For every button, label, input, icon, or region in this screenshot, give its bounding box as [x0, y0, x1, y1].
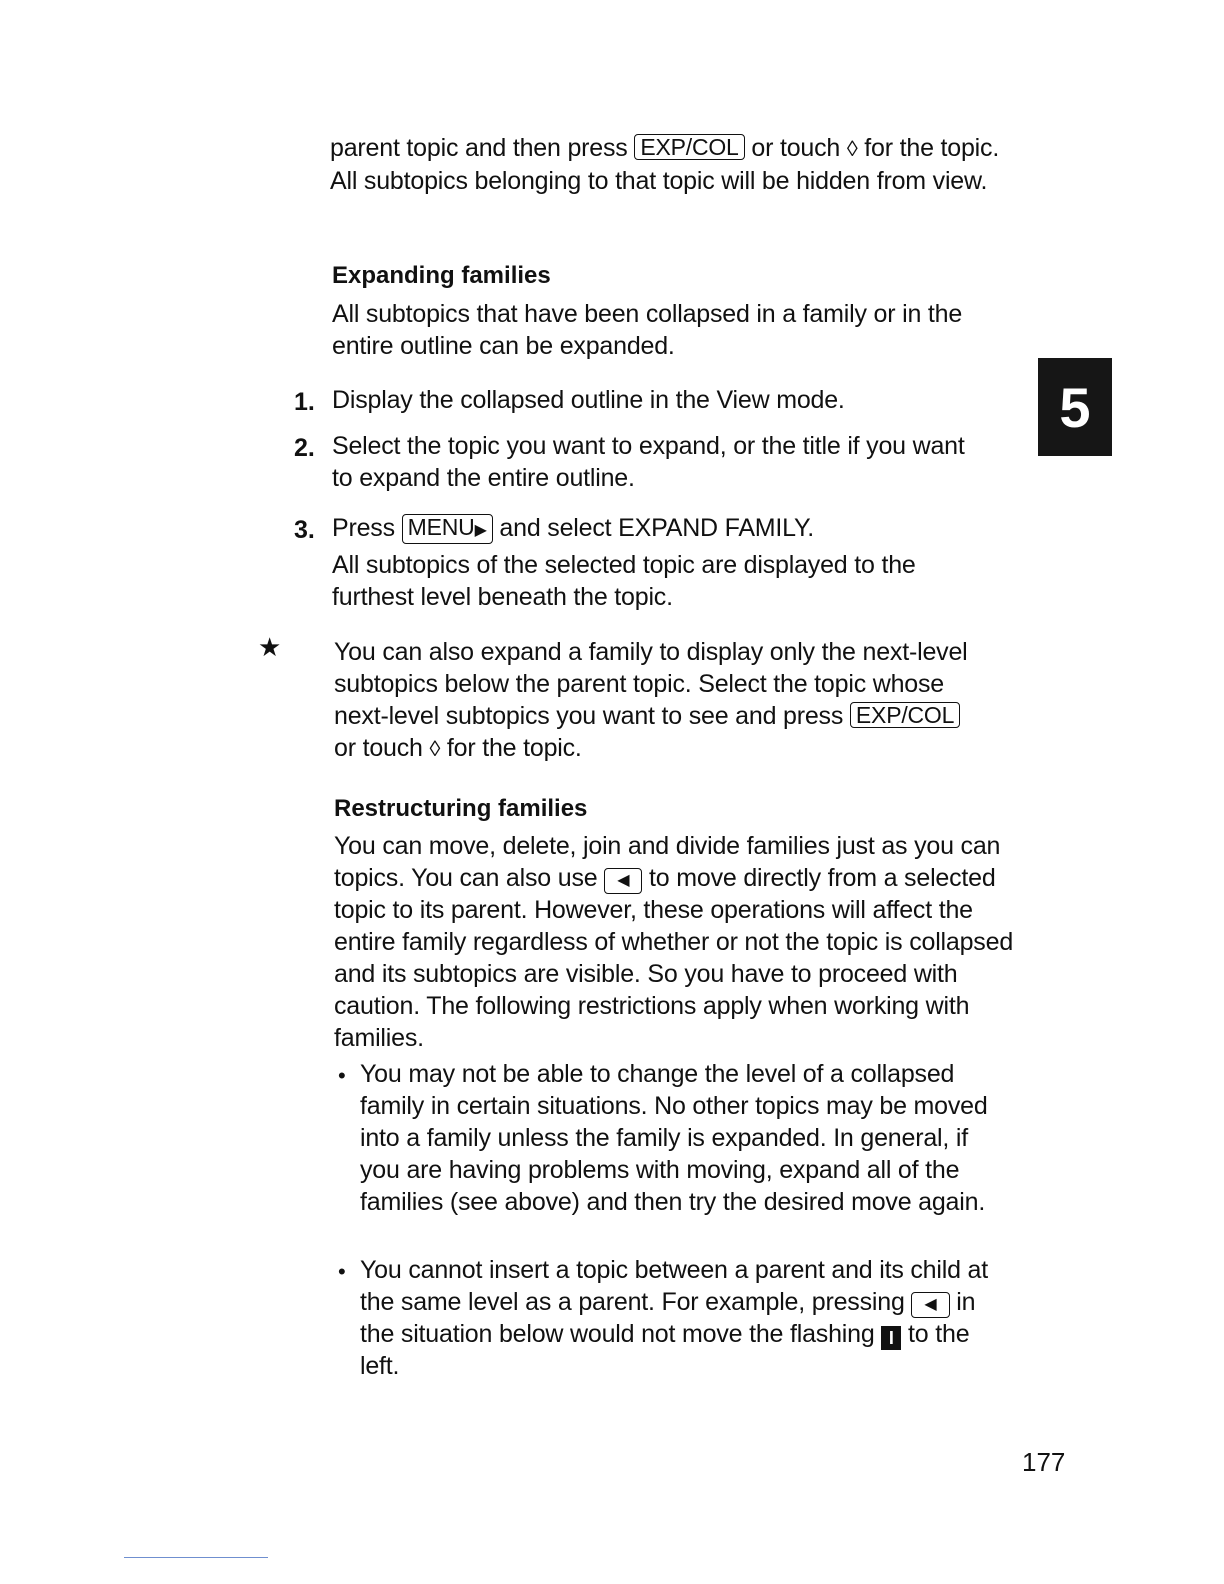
footer-rule: [124, 1557, 268, 1558]
tip-text-2: or touch: [334, 734, 430, 762]
bullet-2-text-3: to the left.: [360, 1320, 970, 1380]
step-1-number: 1.: [294, 388, 315, 416]
intro-text-3: for the topic. All subtopics belonging to that topic will be hidden from view.: [330, 134, 1000, 195]
restructuring-text-2: to move directly from a selected topic to its parent. However, these operations will affect the entire family regardless of whether or not the topic is collapsed and its subtopics are visible. So you have to proceed with caution. The following restrictions apply when working with families.: [334, 864, 1014, 1052]
chapter-tab: 5: [1038, 358, 1112, 456]
bullet-2-text-2: in the situation below would not move the flashing: [360, 1288, 976, 1348]
step-2-text: Select the topic you want to expand, or the title if you want to expand the entire outline.: [332, 432, 965, 492]
step-3-press: Press: [332, 514, 402, 542]
step-1-text: Display the collapsed outline in the View mode.: [332, 386, 845, 414]
step-3-result: All subtopics of the selected topic are displayed to the furthest level beneath the topic.: [332, 551, 916, 611]
restructuring-body: [334, 830, 1014, 1054]
step-3-text: [332, 512, 992, 544]
diamond-icon-2: ◊: [429, 736, 441, 761]
page-number: 177: [1022, 1447, 1066, 1477]
restructuring-families-heading: Restructuring families: [334, 795, 588, 822]
menu-key-label: MENU: [407, 514, 475, 540]
tip-text: You can also expand a family to display only the next-level subtopics below the parent topic. Select the topic whose next-level subtopics you want to see and press: [334, 638, 968, 730]
flashing-cursor-icon: I: [881, 1326, 901, 1350]
bullet-2-text: [360, 1254, 1015, 1382]
intro-text: parent topic and then press: [330, 134, 635, 162]
bullet-1-text: You may not be able to change the level of a collapsed family in certain situations. No other topics may be moved into a family unless the family is expanded. In general, if you are having problems with moving, expand all of the families (see above) and then try the desired move again.: [360, 1060, 988, 1216]
left-arrow-key: ◀: [604, 868, 642, 894]
left-arrow-key-2: ◀: [911, 1292, 949, 1318]
right-arrow-icon: ▶: [474, 522, 487, 539]
exp-col-key-2: EXP/COL: [850, 702, 960, 728]
intro-text-2: or touch: [744, 134, 847, 162]
diamond-icon: ◊: [846, 136, 858, 161]
bullet-1-dot: •: [338, 1063, 346, 1088]
bullet-2-dot: •: [338, 1259, 346, 1284]
step-3-select: and select EXPAND FAMILY.: [492, 514, 815, 542]
expanding-families-heading: Expanding families: [332, 262, 551, 289]
exp-col-key: EXP/COL: [634, 134, 744, 160]
restructuring-text: You can move, delete, join and divide families just as you can topics. You can also use: [334, 832, 1001, 892]
expanding-families-body: All subtopics that have been collapsed in a family or in the entire outline can be expanded.: [332, 300, 963, 360]
bullet-2-text-1: You cannot insert a topic between a parent and its child at the same level as a parent. For example, pressing: [360, 1256, 988, 1316]
step-3-number: 3.: [294, 516, 315, 544]
menu-key: [402, 514, 493, 544]
tip-paragraph: [334, 636, 984, 765]
tip-text-3: for the topic.: [440, 734, 582, 762]
intro-paragraph: [330, 132, 1010, 197]
tip-star-icon: ★: [258, 632, 282, 662]
step-2-number: 2.: [294, 434, 315, 462]
